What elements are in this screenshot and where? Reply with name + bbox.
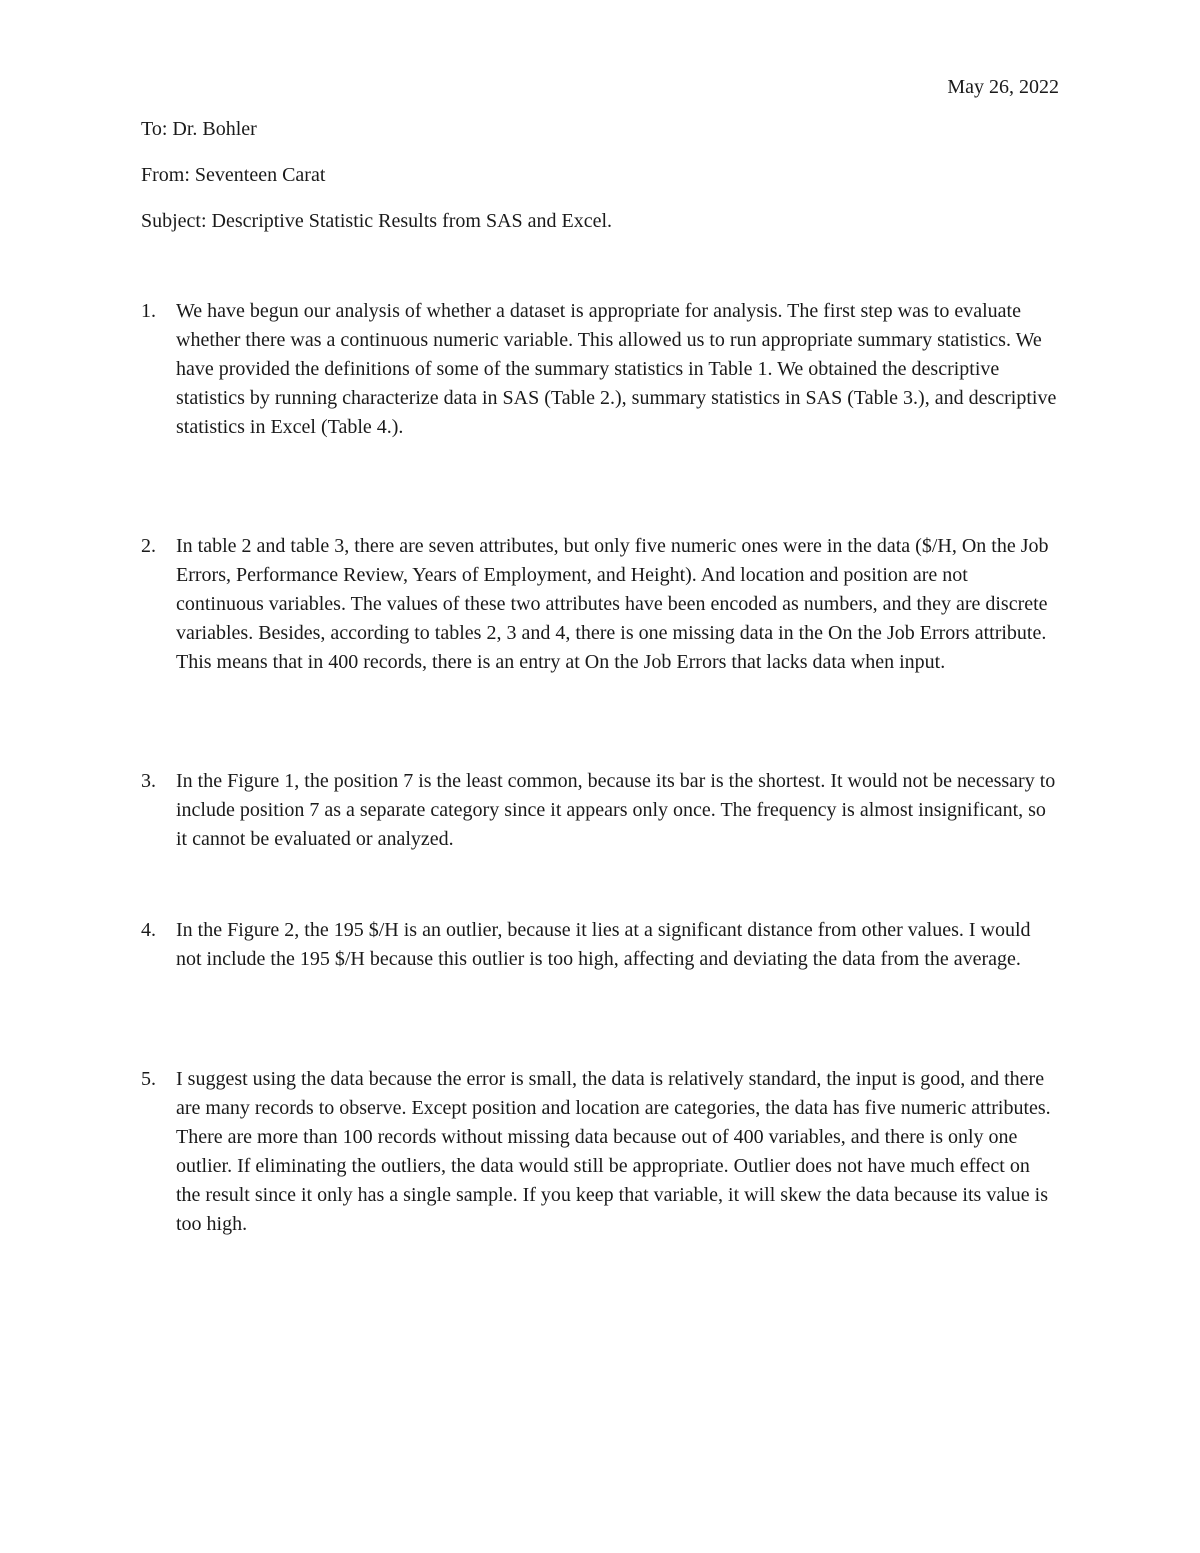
list-item-text: I suggest using the data because the error is small, the data is relatively standard, the input is good, and there are many records to observe. Except position and location are categories, the data has five numeric attributes. There are more than 100 records without missing data because out of 400 variables, and there is only one outlier. If eliminating the outliers, the data would still be appropriate. Outlier does not have much effect on the result since it only has a single sample. If you keep that variable, it will skew the data because its value is too high. xyxy=(176,1068,1051,1235)
memo-to-line: To: Dr. Bohler xyxy=(141,118,257,140)
list-item-5 xyxy=(141,1065,1059,1239)
list-item-text: In the Figure 2, the 195 $/H is an outlier, because it lies at a significant distance from other values. I would not include the 195 $/H because this outlier is too high, affecting and deviating the data from the average. xyxy=(176,919,1031,970)
list-item-4 xyxy=(141,916,1059,974)
list-item-number: 1. xyxy=(141,300,156,322)
list-item-text: In table 2 and table 3, there are seven attributes, but only five numeric ones were in the data ($/H, On the Job Errors, Performance Review, Years of Employment, and Height). And location and position are not continuous variables. The values of these two attributes have been encoded as numbers, and they are discrete variables. Besides, according to tables 2, 3 and 4, there is one missing data in the On the Job Errors attribute. This means that in 400 records, there is an entry at On the Job Errors that lacks data when input. xyxy=(176,535,1049,673)
list-item-number: 3. xyxy=(141,770,156,792)
list-item-3 xyxy=(141,767,1059,854)
memo-subject-line: Subject: Descriptive Statistic Results from SAS and Excel. xyxy=(141,210,613,232)
list-item-text: In the Figure 1, the position 7 is the least common, because its bar is the shortest. It would not be necessary to include position 7 as a separate category since it appears only once. The frequency is almost insignificant, so it cannot be evaluated or analyzed. xyxy=(176,770,1056,850)
list-item-1 xyxy=(141,297,1059,442)
list-item-number: 4. xyxy=(141,919,156,941)
list-item-number: 2. xyxy=(141,535,156,557)
memo-date: May 26, 2022 xyxy=(947,76,1059,98)
memo-from-line: From: Seventeen Carat xyxy=(141,164,326,186)
list-item-number: 5. xyxy=(141,1068,156,1090)
list-item-2 xyxy=(141,532,1059,677)
list-item-text: We have begun our analysis of whether a dataset is appropriate for analysis. The first step was to evaluate whether there was a continuous numeric variable. This allowed us to run appropriate summary statistics. We have provided the definitions of some of the summary statistics in Table 1. We obtained the descriptive statistics by running characterize data in SAS (Table 2.), summary statistics in SAS (Table 3.), and descriptive statistics in Excel (Table 4.). xyxy=(176,300,1057,438)
